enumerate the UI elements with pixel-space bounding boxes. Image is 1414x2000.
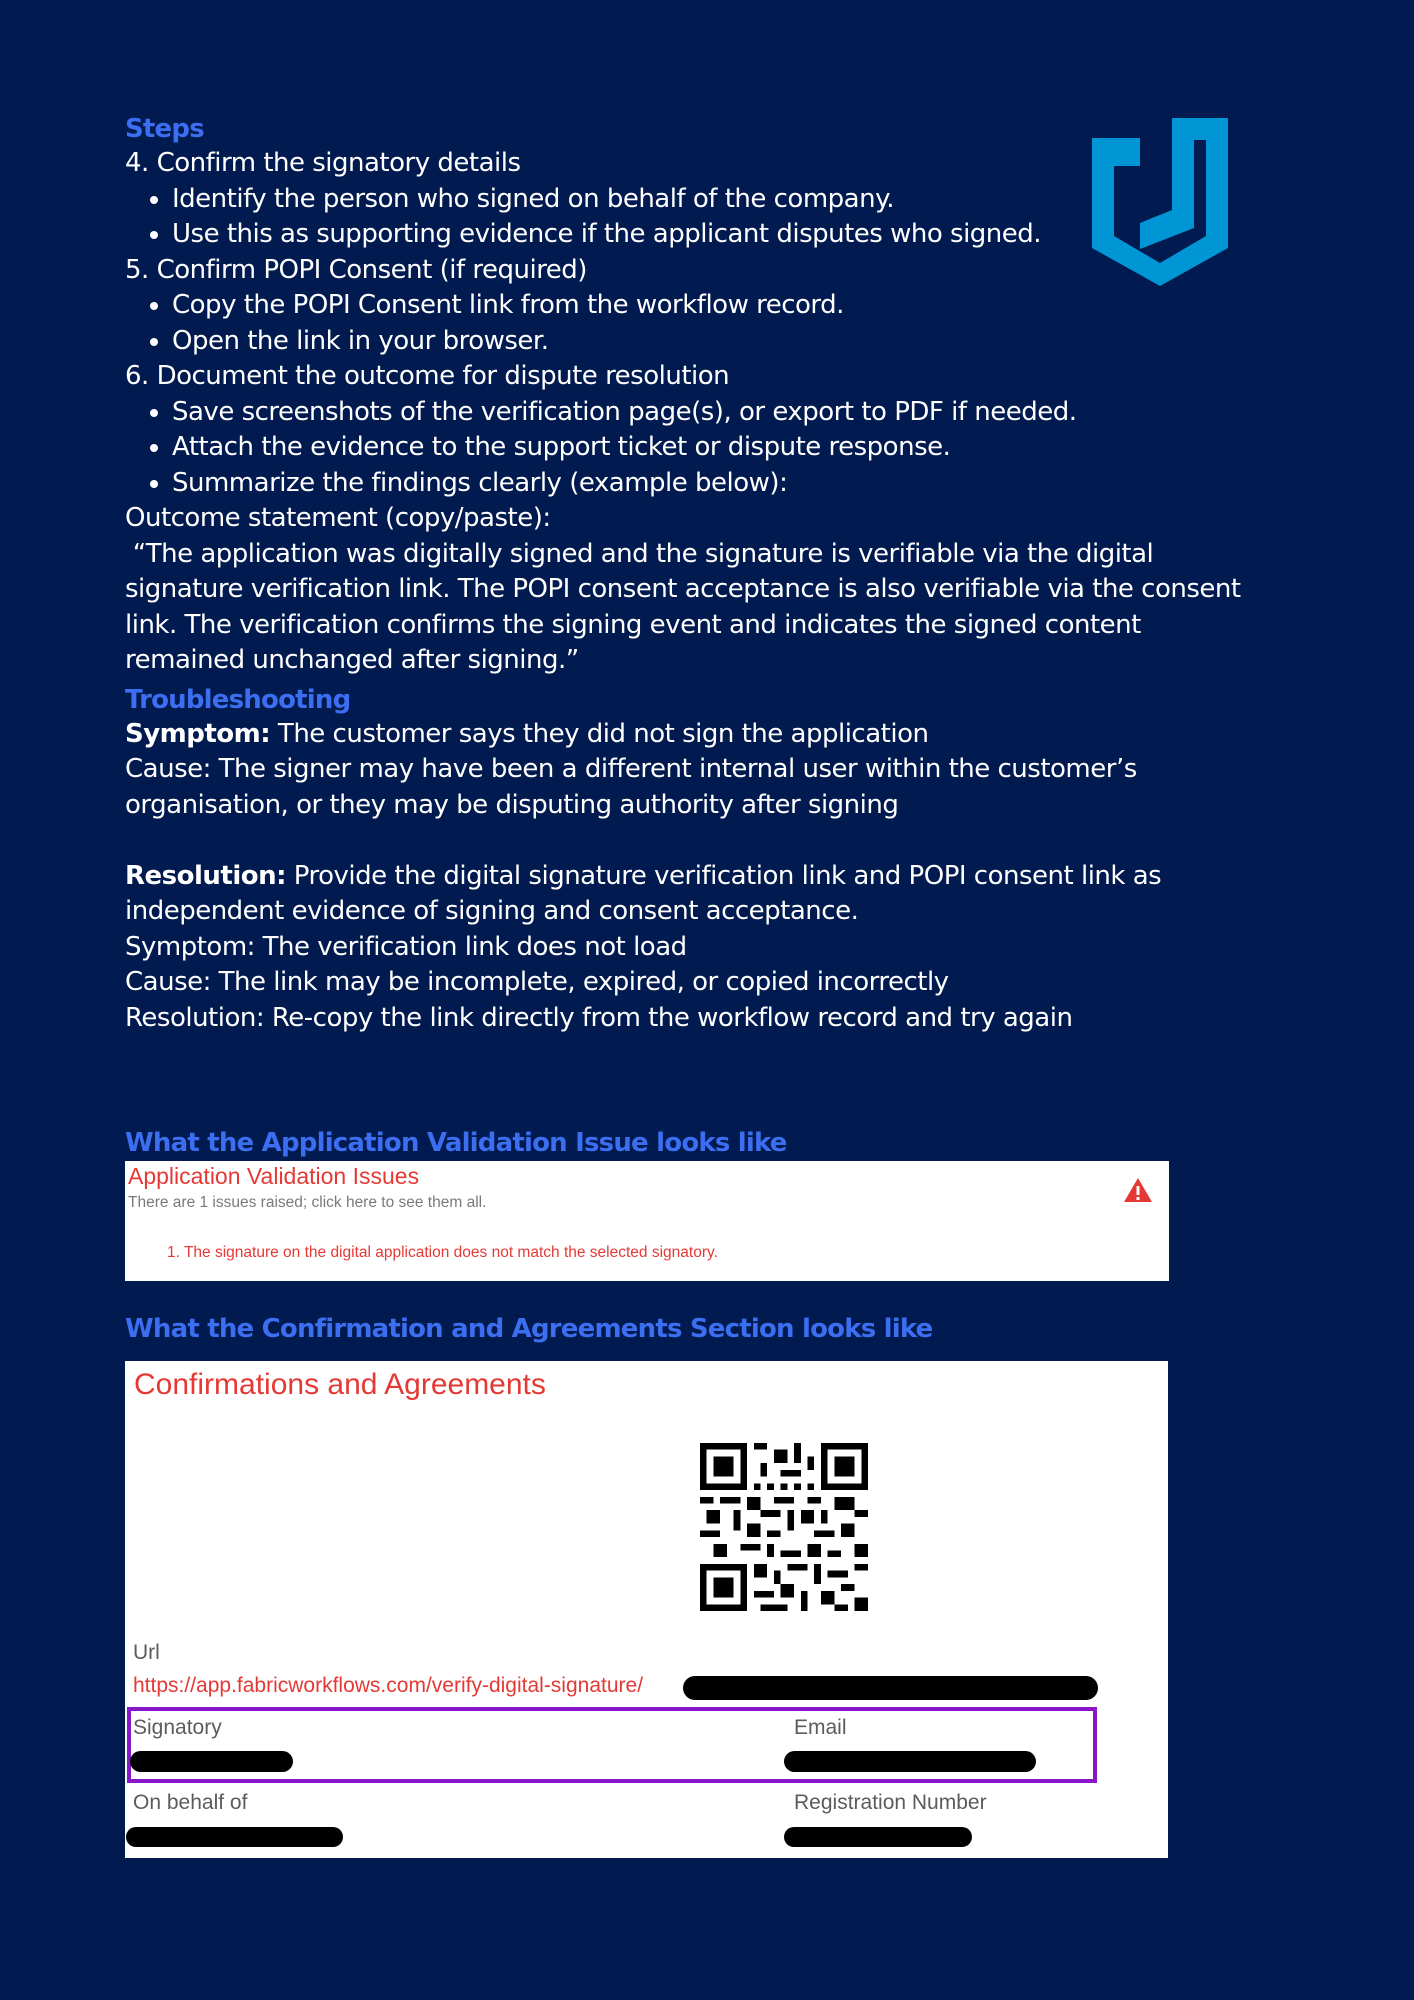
resolution-1-line-2: independent evidence of signing and consent acceptance. xyxy=(125,896,859,926)
redacted-url-segment xyxy=(683,1676,1098,1700)
step-6-list xyxy=(125,395,1275,502)
validation-issue-item: 1. The signature on the digital application does not match the selected signatory. xyxy=(167,1244,718,1261)
confirmations-title: Confirmations and Agreements xyxy=(134,1368,546,1401)
step-6-title: 6. Document the outcome for dispute resolution xyxy=(125,361,730,391)
list-item: • Summarize the findings clearly (example below): xyxy=(172,466,1275,502)
outcome-statement-line: “The application was digitally signed and the signature is verifiable via the digital xyxy=(125,538,1154,569)
outcome-statement-line: link. The verification confirms the signing event and indicates the signed content xyxy=(125,609,1141,640)
list-item: • Save screenshots of the verification page(s), or export to PDF if needed. xyxy=(172,395,1275,431)
on-behalf-of-label: On behalf of xyxy=(133,1791,248,1814)
resolution-text: Provide the digital signature verification link and POPI consent link as xyxy=(286,860,1162,891)
list-item: • Use this as supporting evidence if the applicant disputes who signed. xyxy=(172,217,1275,253)
cause-2: Cause: The link may be incomplete, expired, or copied incorrectly xyxy=(125,967,949,997)
redacted-email-value xyxy=(784,1751,1036,1772)
confirmations-screenshot xyxy=(125,1361,1168,1858)
redacted-registration-value xyxy=(784,1827,972,1847)
cause-1-line: Cause: The signer may have been a different internal user within the customer’s xyxy=(125,754,1137,784)
signatory-label: Signatory xyxy=(133,1716,222,1739)
verification-url-link[interactable]: https://app.fabricworkflows.com/verify-digital-signature/ xyxy=(133,1674,644,1697)
outcome-statement-line: signature verification link. The POPI consent acceptance is also verifiable via the consent xyxy=(125,574,1241,604)
spacer xyxy=(125,823,1275,859)
email-label: Email xyxy=(794,1716,847,1739)
qr-code-icon xyxy=(700,1443,868,1611)
document-body xyxy=(125,112,1275,1036)
list-item: • Attach the evidence to the support ticket or dispute response. xyxy=(172,430,1275,466)
registration-number-label: Registration Number xyxy=(794,1791,987,1814)
list-item: • Copy the POPI Consent link from the workflow record. xyxy=(172,288,1275,324)
validation-section-heading: What the Application Validation Issue looks like xyxy=(125,1128,787,1158)
step-5-list xyxy=(125,288,1275,359)
confirmation-section-heading: What the Confirmation and Agreements Section looks like xyxy=(125,1314,933,1344)
validation-issues-title: Application Validation Issues xyxy=(128,1163,420,1189)
resolution-label: Resolution: xyxy=(125,860,287,891)
outcome-label: Outcome statement (copy/paste): xyxy=(125,503,551,533)
resolution-2: Resolution: Re-copy the link directly from the workflow record and try again xyxy=(125,1002,1073,1033)
list-item: • Open the link in your browser. xyxy=(172,324,1275,360)
warning-icon xyxy=(1123,1177,1153,1203)
outcome-statement-line: remained unchanged after signing.” xyxy=(125,645,579,675)
cause-1-line: organisation, or they may be disputing authority after signing xyxy=(125,789,899,820)
redacted-on-behalf-value xyxy=(126,1827,343,1847)
validation-issues-summary-link[interactable]: There are 1 issues raised; click here to see them all. xyxy=(128,1194,487,1211)
list-item: • Identify the person who signed on behalf of the company. xyxy=(172,182,1275,218)
symptom-2: Symptom: The verification link does not load xyxy=(125,931,687,962)
redacted-signatory-value xyxy=(130,1751,293,1772)
url-label: Url xyxy=(133,1641,160,1664)
step-5-title: 5. Confirm POPI Consent (if required) xyxy=(125,254,587,285)
symptom-label: Symptom: xyxy=(125,718,271,749)
symptom-1 xyxy=(125,717,1275,753)
troubleshooting-heading: Troubleshooting xyxy=(125,684,351,715)
step-4-list xyxy=(125,182,1275,253)
step-4-title: 4. Confirm the signatory details xyxy=(125,148,521,178)
steps-heading: Steps xyxy=(125,114,204,144)
validation-issues-screenshot xyxy=(125,1161,1169,1281)
symptom-text: The customer says they did not sign the application xyxy=(270,718,929,749)
resolution-1 xyxy=(125,859,1275,895)
